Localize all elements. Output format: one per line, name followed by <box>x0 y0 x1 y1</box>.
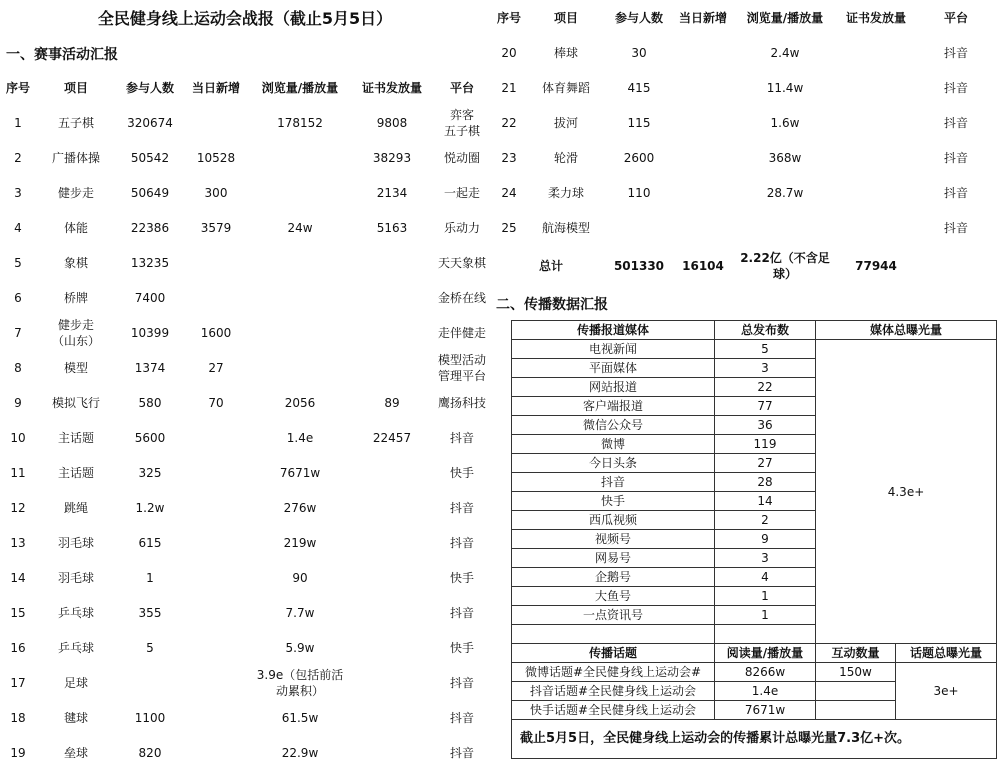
cell-views <box>248 175 352 210</box>
table-row <box>494 70 994 105</box>
cell-item: 主话题 <box>57 465 94 480</box>
media-outlet-name: 今日头条 <box>512 454 715 473</box>
events-body-right <box>494 35 994 245</box>
cell-new <box>184 735 248 770</box>
cell-certs <box>834 210 918 245</box>
total-label: 总计 <box>538 259 563 273</box>
col-header-participants: 参与人数 <box>614 10 663 25</box>
table-row <box>0 280 492 315</box>
cell-certs <box>352 700 432 735</box>
cell-views: 178152 <box>277 115 323 130</box>
cell-new <box>670 175 736 210</box>
cell-item: 乒乓球 <box>57 640 94 655</box>
topic-interactions <box>816 682 896 701</box>
col-header-participants: 参与人数 <box>125 80 174 95</box>
table-row <box>494 105 994 140</box>
topics-header-row <box>512 644 997 663</box>
cell-no: 22 <box>501 115 517 130</box>
cell-views: 1.4e <box>286 430 314 445</box>
cell-no: 20 <box>501 45 517 60</box>
cell-platform: 走伴健走 <box>437 325 486 340</box>
cell-certs: 9808 <box>376 115 408 130</box>
cell-participants: 7400 <box>134 290 166 305</box>
media-outlet-count: 27 <box>715 454 816 473</box>
cell-item: 模型 <box>63 360 88 375</box>
total-views: 2.22亿（不含足 球） <box>740 251 830 281</box>
cell-no: 19 <box>10 745 26 760</box>
cell-certs <box>352 595 432 630</box>
cell-new: 70 <box>208 395 224 410</box>
cell-participants: 615 <box>138 535 162 550</box>
cell-new <box>184 455 248 490</box>
cell-new <box>184 560 248 595</box>
cell-new <box>184 490 248 525</box>
topics-header-interactions: 互动数量 <box>816 644 896 663</box>
cell-certs <box>834 175 918 210</box>
cell-no: 8 <box>14 360 22 375</box>
cell-views: 368w <box>768 150 802 165</box>
col-header-certs: 证书发放量 <box>361 80 422 95</box>
cell-views <box>248 140 352 175</box>
summary-row <box>512 720 997 759</box>
cell-participants: 1100 <box>134 710 166 725</box>
table-row <box>0 105 492 140</box>
cell-new: 300 <box>204 185 228 200</box>
cell-new <box>670 140 736 175</box>
cell-platform: 一起走 <box>443 185 480 200</box>
cell-participants <box>608 210 670 245</box>
cell-new: 1600 <box>200 325 232 340</box>
cell-certs <box>352 280 432 315</box>
media-outlet-name: 微博 <box>512 435 715 454</box>
cell-no: 17 <box>10 675 26 690</box>
cell-item: 轮滑 <box>553 150 578 165</box>
total-platform <box>918 245 994 287</box>
cell-no: 6 <box>14 290 22 305</box>
cell-no: 2 <box>14 150 22 165</box>
cell-certs: 2134 <box>376 185 408 200</box>
cell-platform: 快手 <box>449 570 474 585</box>
cell-certs <box>352 455 432 490</box>
cell-no: 3 <box>14 185 22 200</box>
media-outlet-count: 119 <box>715 435 816 454</box>
cell-item: 拔河 <box>553 115 578 130</box>
events-header-row <box>0 70 492 105</box>
media-outlet-name: 平面媒体 <box>512 359 715 378</box>
cell-new <box>184 105 248 140</box>
cell-item: 垒球 <box>63 745 88 760</box>
cell-participants: 13235 <box>130 255 170 270</box>
col-header-views: 浏览量/播放量 <box>746 10 824 25</box>
cell-item: 体能 <box>63 220 88 235</box>
cell-platform: 金桥在线 <box>437 290 486 305</box>
cell-platform: 快手 <box>449 640 474 655</box>
media-outlet-count: 28 <box>715 473 816 492</box>
cell-views: 5.9w <box>285 640 315 655</box>
cell-new <box>670 210 736 245</box>
table-row <box>494 35 994 70</box>
topic-interactions <box>816 701 896 720</box>
topic-row <box>512 663 997 682</box>
cell-platform: 乐动力 <box>443 220 480 235</box>
media-outlet-count: 77 <box>715 397 816 416</box>
cell-no: 11 <box>10 465 26 480</box>
media-outlet-name: 快手 <box>512 492 715 511</box>
cell-no: 24 <box>501 185 517 200</box>
cell-certs <box>352 630 432 665</box>
cell-certs: 38293 <box>372 150 412 165</box>
cell-views <box>248 315 352 350</box>
cell-certs <box>352 665 432 700</box>
cell-item: 健步走 （山东） <box>51 317 100 348</box>
cell-item: 羽毛球 <box>57 570 94 585</box>
cell-platform: 模型活动 管理平台 <box>437 352 486 383</box>
cell-item: 桥牌 <box>63 290 88 305</box>
cell-platform: 抖音 <box>943 45 968 60</box>
cell-views: 276w <box>283 500 317 515</box>
cell-participants: 2600 <box>623 150 655 165</box>
cell-views: 2.4w <box>770 45 800 60</box>
media-header-exposure: 媒体总曝光量 <box>816 321 997 340</box>
table-row <box>0 490 492 525</box>
cell-platform: 抖音 <box>943 150 968 165</box>
cell-platform: 抖音 <box>943 185 968 200</box>
cell-no: 10 <box>10 430 26 445</box>
cell-views: 22.9w <box>281 745 319 760</box>
cell-participants: 325 <box>138 465 162 480</box>
media-outlet-count: 14 <box>715 492 816 511</box>
cell-platform: 抖音 <box>449 500 474 515</box>
table-row <box>494 175 994 210</box>
cell-participants: 415 <box>627 80 651 95</box>
cell-new <box>184 665 248 700</box>
cell-views: 7.7w <box>285 605 315 620</box>
cell-views: 3.9e（包括前活 动累积） <box>256 667 344 698</box>
media-outlet-count: 5 <box>715 340 816 359</box>
table-row <box>0 420 492 455</box>
cell-views: 90 <box>292 570 308 585</box>
cell-views: 24w <box>287 220 313 235</box>
events-table-left <box>0 70 492 770</box>
cell-new <box>670 35 736 70</box>
cell-certs: 22457 <box>372 430 412 445</box>
cell-participants: 10399 <box>130 325 170 340</box>
cell-participants: 580 <box>138 395 162 410</box>
cell-item: 五子棋 <box>57 115 94 130</box>
cell-certs <box>834 105 918 140</box>
summary-text: 截止5月5日，全民健身线上运动会的传播累计总曝光量7.3亿+次。 <box>512 720 997 759</box>
cell-item: 主话题 <box>57 430 94 445</box>
media-row <box>512 340 997 359</box>
cell-participants: 110 <box>627 185 651 200</box>
cell-platform: 抖音 <box>449 535 474 550</box>
cell-views: 1.6w <box>770 115 800 130</box>
topic-views: 7671w <box>715 701 816 720</box>
total-new: 16104 <box>682 259 724 273</box>
cell-participants: 1374 <box>134 360 166 375</box>
table-row <box>0 175 492 210</box>
media-outlet-name: 网易号 <box>512 549 715 568</box>
cell-certs: 5163 <box>376 220 408 235</box>
cell-certs: 89 <box>384 395 400 410</box>
cell-new <box>184 420 248 455</box>
cell-certs <box>352 525 432 560</box>
cell-participants: 115 <box>627 115 651 130</box>
cell-platform: 抖音 <box>943 80 968 95</box>
cell-platform: 抖音 <box>943 115 968 130</box>
cell-item: 跳绳 <box>63 500 88 515</box>
media-body <box>512 321 997 759</box>
spacer-cell <box>512 625 715 644</box>
media-outlet-count: 36 <box>715 416 816 435</box>
cell-platform: 抖音 <box>449 605 474 620</box>
cell-no: 5 <box>14 255 22 270</box>
media-outlet-count: 3 <box>715 359 816 378</box>
cell-item: 航海模型 <box>541 220 590 235</box>
cell-item: 广播体操 <box>51 150 100 165</box>
media-header-count: 总发布数 <box>715 321 816 340</box>
cell-new: 27 <box>208 360 224 375</box>
media-outlet-count: 1 <box>715 606 816 625</box>
cell-no: 16 <box>10 640 26 655</box>
cell-participants: 320674 <box>127 115 173 130</box>
topic-name: 微博话题#全民健身线上运动会# <box>512 663 715 682</box>
table-row <box>0 315 492 350</box>
col-header-no: 序号 <box>5 80 30 95</box>
col-header-views: 浏览量/播放量 <box>261 80 339 95</box>
total-participants: 501330 <box>613 259 665 273</box>
media-outlet-name: 一点资讯号 <box>512 606 715 625</box>
col-header-new: 当日新增 <box>191 80 240 95</box>
cell-views <box>248 280 352 315</box>
topic-interactions: 150w <box>816 663 896 682</box>
cell-no: 12 <box>10 500 26 515</box>
table-row <box>0 350 492 385</box>
table-row <box>0 560 492 595</box>
cell-new <box>184 280 248 315</box>
media-outlet-count: 1 <box>715 587 816 606</box>
cell-no: 4 <box>14 220 22 235</box>
cell-new <box>670 105 736 140</box>
cell-views: 28.7w <box>766 185 804 200</box>
media-outlet-name: 视频号 <box>512 530 715 549</box>
media-outlet-name: 抖音 <box>512 473 715 492</box>
media-header-row <box>512 321 997 340</box>
cell-platform: 抖音 <box>449 430 474 445</box>
cell-no: 23 <box>501 150 517 165</box>
table-row <box>0 210 492 245</box>
section-events-title: 一、赛事活动汇报 <box>6 47 118 63</box>
cell-new <box>184 630 248 665</box>
cell-no: 25 <box>501 220 517 235</box>
cell-platform: 抖音 <box>943 220 968 235</box>
col-header-item: 项目 <box>63 80 88 95</box>
media-outlet-count: 4 <box>715 568 816 587</box>
col-header-no: 序号 <box>496 10 521 25</box>
cell-views: 61.5w <box>281 710 319 725</box>
table-row <box>0 245 492 280</box>
cell-views: 2056 <box>284 395 316 410</box>
cell-item: 羽毛球 <box>57 535 94 550</box>
cell-certs <box>352 490 432 525</box>
cell-item: 足球 <box>63 675 88 690</box>
cell-platform: 抖音 <box>449 745 474 760</box>
table-row <box>0 525 492 560</box>
media-outlet-name: 企鹅号 <box>512 568 715 587</box>
page-title: 全民健身线上运动会战报（截止5月5日） <box>97 9 393 28</box>
cell-certs <box>834 70 918 105</box>
media-outlet-name: 微信公众号 <box>512 416 715 435</box>
cell-views: 219w <box>283 535 317 550</box>
cell-views: 11.4w <box>766 80 804 95</box>
cell-participants: 22386 <box>130 220 170 235</box>
cell-item: 健步走 <box>57 185 94 200</box>
cell-certs <box>352 350 432 385</box>
cell-views <box>248 350 352 385</box>
media-outlet-count: 9 <box>715 530 816 549</box>
cell-new <box>184 595 248 630</box>
cell-platform: 天天象棋 <box>437 255 486 270</box>
cell-no: 7 <box>14 325 22 340</box>
cell-no: 1 <box>14 115 22 130</box>
col-header-new: 当日新增 <box>678 10 727 25</box>
cell-platform: 抖音 <box>449 675 474 690</box>
cell-new <box>184 245 248 280</box>
cell-new <box>184 700 248 735</box>
cell-participants: 1.2w <box>135 500 165 515</box>
cell-views <box>736 210 834 245</box>
table-row <box>0 595 492 630</box>
cell-platform: 抖音 <box>449 710 474 725</box>
total-row <box>494 245 994 287</box>
total-certs: 77944 <box>855 259 897 273</box>
cell-participants: 355 <box>138 605 162 620</box>
cell-participants: 5 <box>146 640 154 655</box>
cell-item: 模拟飞行 <box>51 395 100 410</box>
topic-views: 8266w <box>715 663 816 682</box>
cell-no: 18 <box>10 710 26 725</box>
cell-participants: 1 <box>146 570 154 585</box>
cell-new <box>670 70 736 105</box>
cell-views <box>248 245 352 280</box>
table-row <box>0 140 492 175</box>
events-body-left <box>0 105 492 770</box>
table-row <box>0 735 492 770</box>
media-outlet-count: 3 <box>715 549 816 568</box>
cell-new: 3579 <box>200 220 232 235</box>
cell-platform: 悦动圈 <box>443 150 480 165</box>
cell-certs <box>352 315 432 350</box>
media-outlet-count: 22 <box>715 378 816 397</box>
media-outlet-name: 西瓜视频 <box>512 511 715 530</box>
cell-item: 乒乓球 <box>57 605 94 620</box>
cell-no: 9 <box>14 395 22 410</box>
cell-participants: 50542 <box>130 150 170 165</box>
media-outlet-name: 网站报道 <box>512 378 715 397</box>
cell-item: 象棋 <box>63 255 88 270</box>
table-row <box>0 455 492 490</box>
cell-no: 13 <box>10 535 26 550</box>
cell-new: 10528 <box>196 150 236 165</box>
cell-platform: 鹰扬科技 <box>437 395 486 410</box>
cell-platform: 弈客 五子棋 <box>443 107 480 138</box>
topics-total-exposure: 3e+ <box>896 663 997 720</box>
table-row <box>0 385 492 420</box>
table-row <box>0 700 492 735</box>
topic-name: 快手话题#全民健身线上运动会 <box>512 701 715 720</box>
cell-participants: 50649 <box>130 185 170 200</box>
media-header-outlet: 传播报道媒体 <box>512 321 715 340</box>
cell-certs <box>352 735 432 770</box>
media-outlet-name: 电视新闻 <box>512 340 715 359</box>
cell-no: 21 <box>501 80 517 95</box>
topics-header-views: 阅读量/播放量 <box>715 644 816 663</box>
topics-header-topic: 传播话题 <box>512 644 715 663</box>
cell-participants <box>116 665 184 700</box>
topic-name: 抖音话题#全民健身线上运动会 <box>512 682 715 701</box>
topic-views: 1.4e <box>715 682 816 701</box>
cell-new <box>184 525 248 560</box>
table-row <box>494 140 994 175</box>
cell-no: 15 <box>10 605 26 620</box>
media-outlet-name: 大鱼号 <box>512 587 715 606</box>
col-header-platform: 平台 <box>943 10 968 25</box>
cell-certs <box>834 140 918 175</box>
cell-certs <box>352 560 432 595</box>
col-header-platform: 平台 <box>449 80 474 95</box>
cell-item: 棒球 <box>553 45 578 60</box>
media-outlet-name: 客户端报道 <box>512 397 715 416</box>
table-row <box>0 630 492 665</box>
cell-item: 体育舞蹈 <box>541 80 590 95</box>
spacer-cell <box>715 625 816 644</box>
table-row <box>0 665 492 700</box>
cell-certs <box>834 35 918 70</box>
events-table-right <box>494 0 994 287</box>
col-header-certs: 证书发放量 <box>845 10 906 25</box>
cell-participants: 5600 <box>134 430 166 445</box>
cell-participants: 820 <box>138 745 162 760</box>
events-header-row-right <box>494 0 994 35</box>
media-outlet-count: 2 <box>715 511 816 530</box>
cell-views: 7671w <box>279 465 321 480</box>
media-table <box>511 320 997 759</box>
topics-header-exposure: 话题总曝光量 <box>896 644 997 663</box>
table-row <box>494 210 994 245</box>
cell-no: 14 <box>10 570 26 585</box>
cell-item: 柔力球 <box>547 185 584 200</box>
cell-platform: 快手 <box>449 465 474 480</box>
cell-item: 毽球 <box>63 710 88 725</box>
section-media-title: 二、传播数据汇报 <box>496 297 608 313</box>
cell-participants: 30 <box>631 45 647 60</box>
media-total-exposure: 4.3e+ <box>816 340 997 644</box>
cell-certs <box>352 245 432 280</box>
col-header-item: 项目 <box>553 10 578 25</box>
